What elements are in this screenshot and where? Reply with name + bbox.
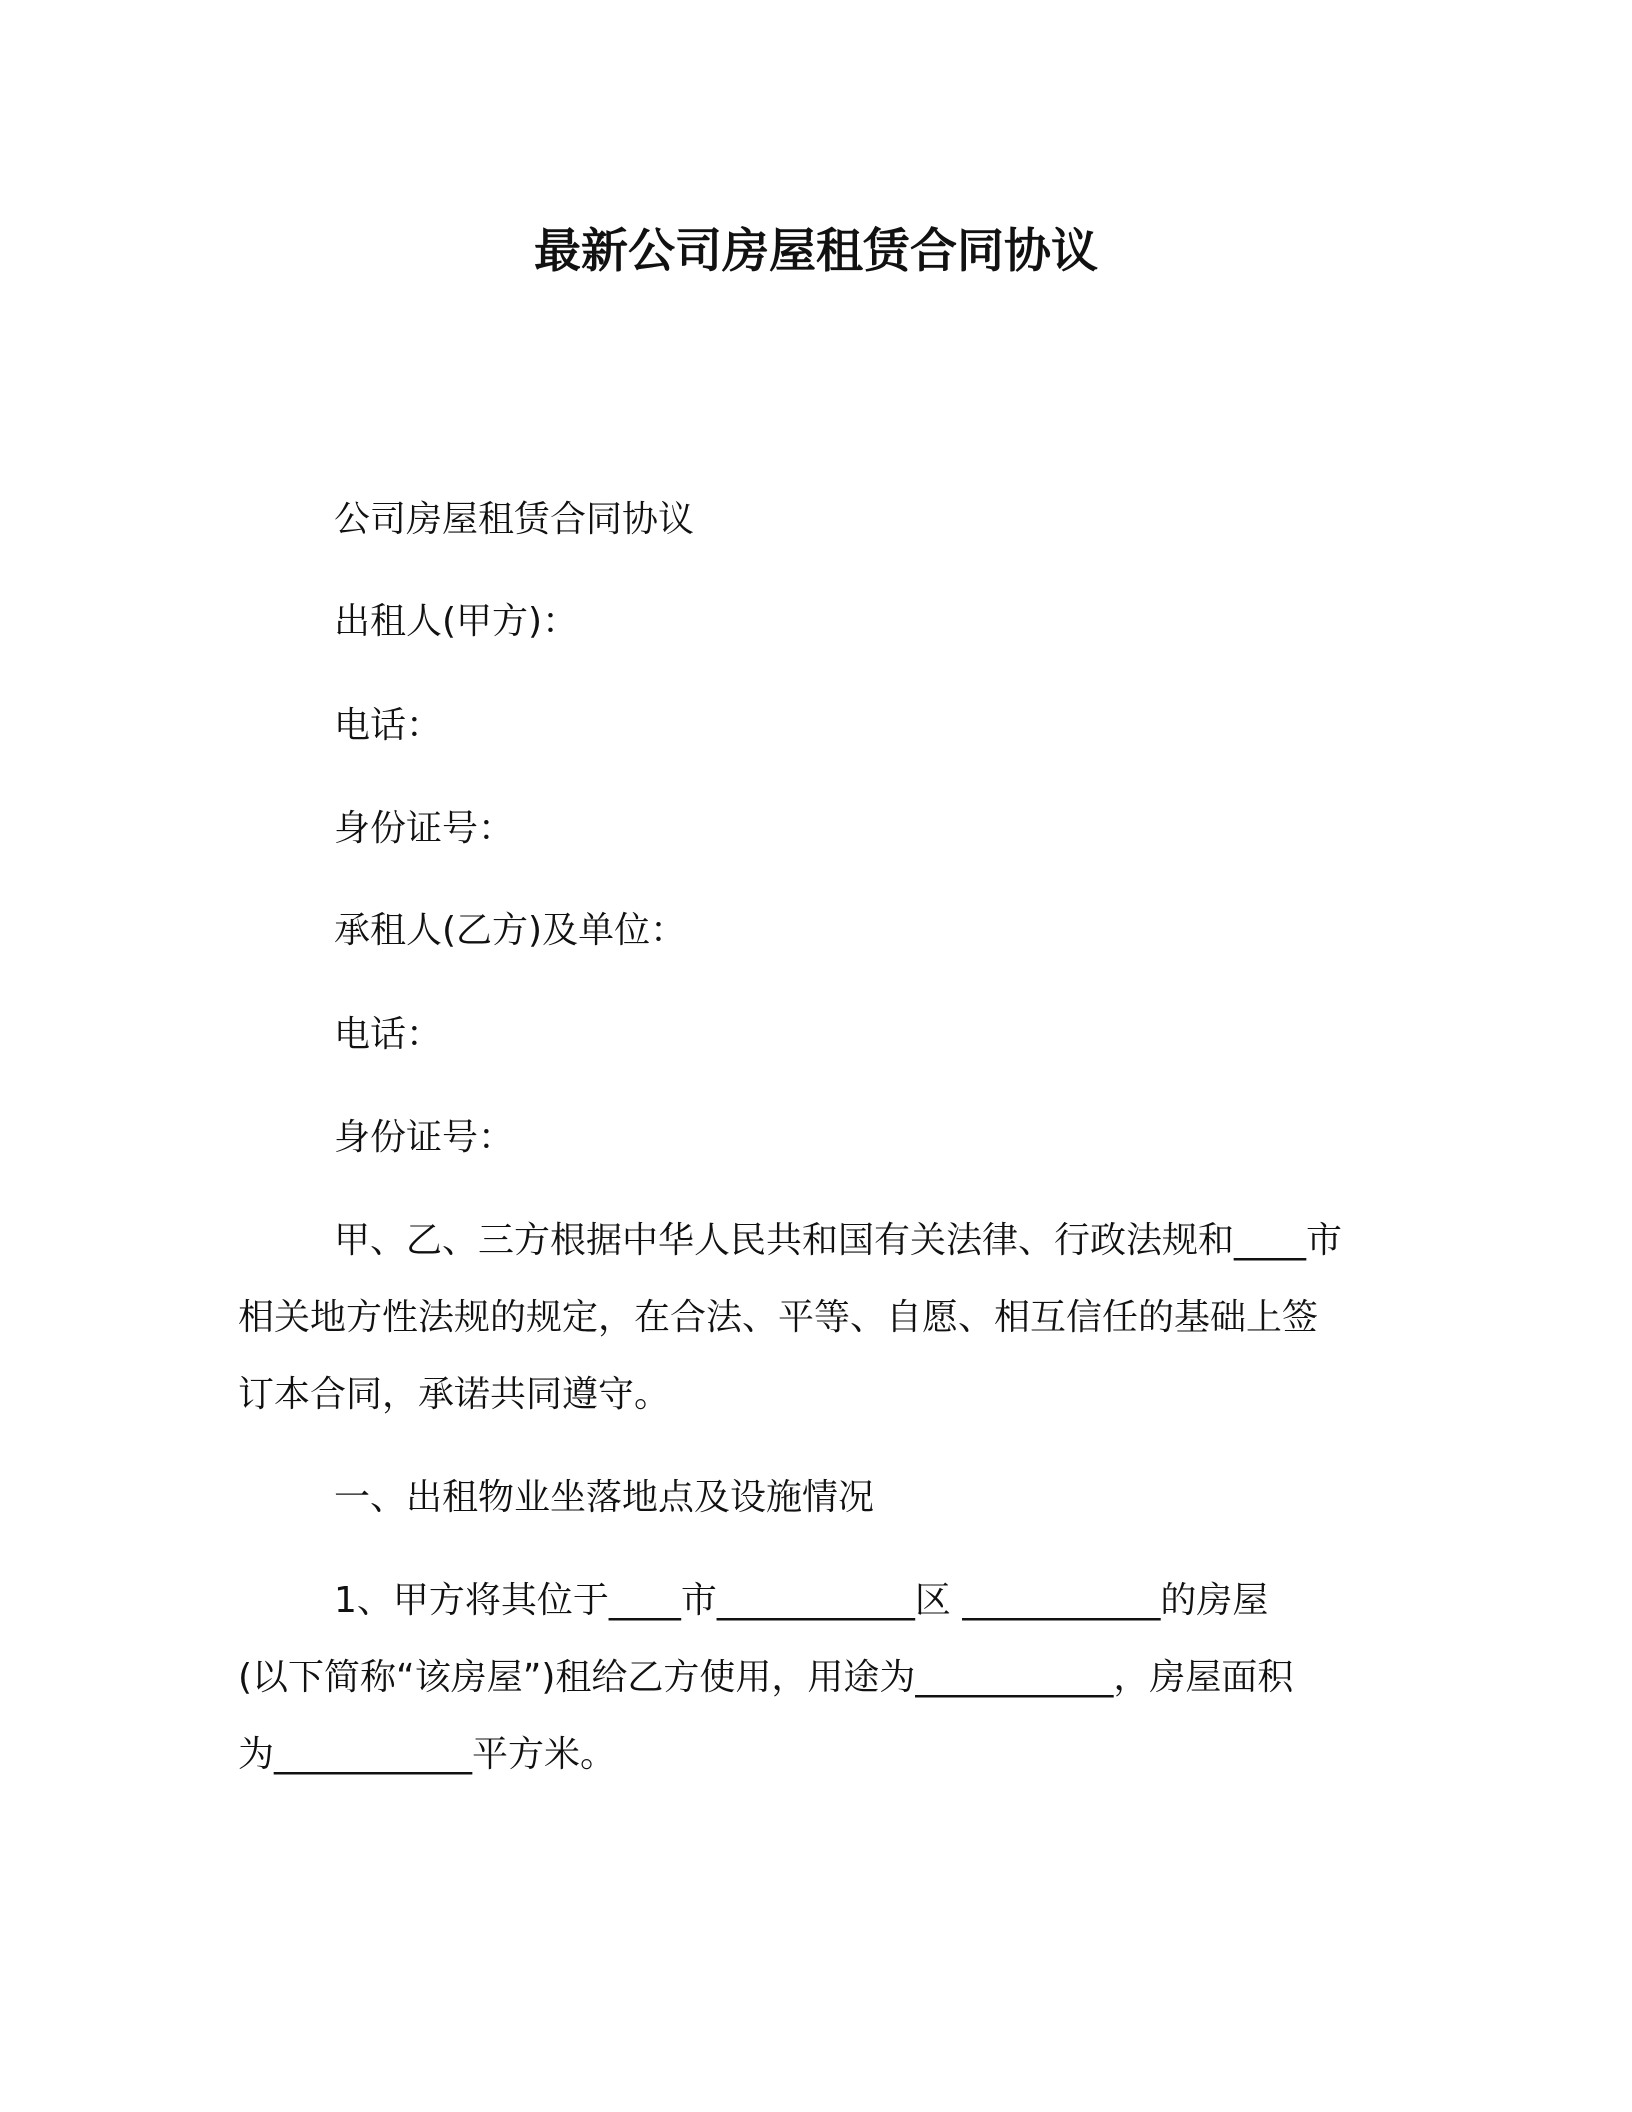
clause-1-line-1: 1、甲方将其位于____市___________区 ___________的房屋 bbox=[334, 1580, 1269, 1621]
lessee-id-line: 身份证号： bbox=[334, 1117, 515, 1158]
clause-1-line-3: 为___________平方米。 bbox=[238, 1734, 617, 1775]
preamble-line-1: 甲、乙、三方根据中华人民共和国有关法律、行政法规和____市 bbox=[334, 1220, 1343, 1261]
preamble-line-3: 订本合同，承诺共同遵守。 bbox=[238, 1374, 671, 1415]
subtitle-line: 公司房屋租赁合同协议 bbox=[334, 499, 695, 540]
preamble-line-2: 相关地方性法规的规定，在合法、平等、自愿、相互信任的基础上签 bbox=[238, 1297, 1319, 1338]
lessor-phone-line: 电话： bbox=[334, 705, 443, 746]
section-heading-1: 一、出租物业坐落地点及设施情况 bbox=[334, 1477, 875, 1518]
document-title: 最新公司房屋租赁合同协议 bbox=[534, 224, 1098, 279]
lessee-phone-line: 电话： bbox=[334, 1014, 443, 1055]
lessor-line: 出租人(甲方)： bbox=[334, 601, 579, 642]
clause-1-line-2: (以下简称“该房屋”)租给乙方使用，用途为___________，房屋面积 bbox=[238, 1657, 1294, 1698]
lessee-line: 承租人(乙方)及单位： bbox=[334, 910, 687, 951]
lessor-id-line: 身份证号： bbox=[334, 808, 515, 849]
